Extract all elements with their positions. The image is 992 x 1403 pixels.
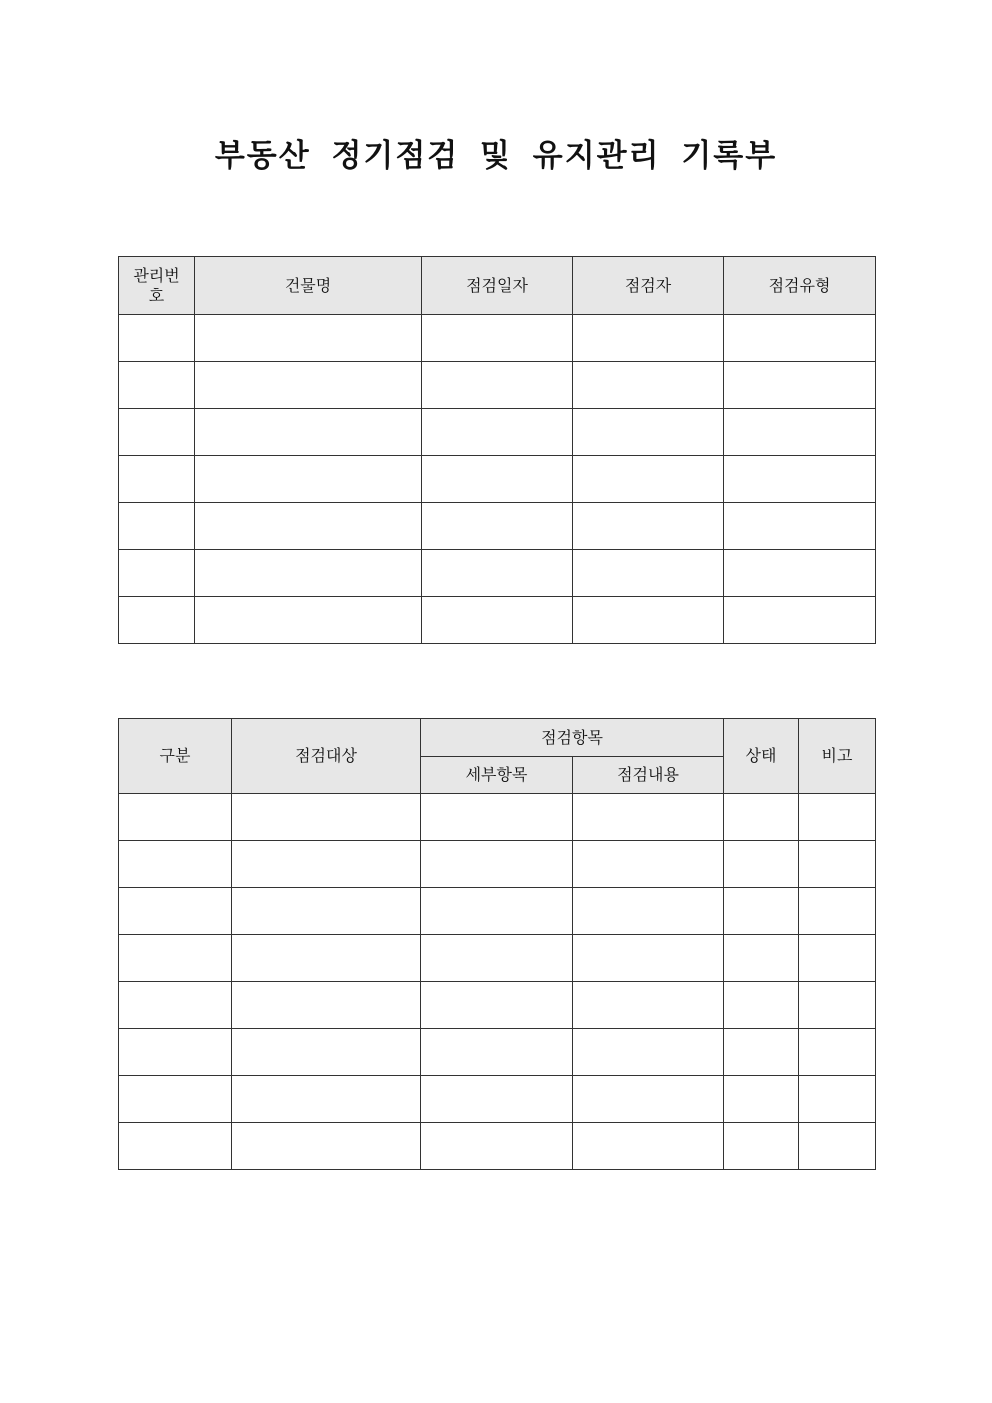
check-cell[interactable]	[119, 1076, 232, 1123]
table-header-row	[119, 257, 876, 315]
table-row	[119, 503, 876, 550]
check-cell[interactable]	[573, 1029, 724, 1076]
table-row	[119, 456, 876, 503]
info-cell[interactable]	[724, 362, 876, 409]
info-cell[interactable]	[422, 315, 573, 362]
header-target: 점검대상	[232, 719, 421, 794]
check-cell[interactable]	[232, 1123, 421, 1170]
check-cell[interactable]	[724, 1029, 799, 1076]
check-cell[interactable]	[573, 1123, 724, 1170]
check-cell[interactable]	[799, 1123, 876, 1170]
info-cell[interactable]	[195, 315, 422, 362]
check-cell[interactable]	[421, 888, 573, 935]
header-inspection-content: 점검내용	[573, 757, 724, 794]
header-detail-item: 세부항목	[421, 757, 573, 794]
info-cell[interactable]	[195, 362, 422, 409]
header-inspector: 점검자	[573, 257, 724, 315]
inspection-items-table	[118, 718, 876, 1170]
check-cell[interactable]	[573, 1076, 724, 1123]
table-row	[119, 841, 876, 888]
check-cell[interactable]	[119, 935, 232, 982]
check-cell[interactable]	[573, 841, 724, 888]
info-cell[interactable]	[119, 362, 195, 409]
info-cell[interactable]	[422, 550, 573, 597]
check-cell[interactable]	[421, 1029, 573, 1076]
table-row	[119, 794, 876, 841]
info-cell[interactable]	[724, 456, 876, 503]
check-cell[interactable]	[724, 982, 799, 1029]
check-cell[interactable]	[232, 1076, 421, 1123]
info-cell[interactable]	[573, 597, 724, 644]
check-cell[interactable]	[421, 841, 573, 888]
header-remarks: 비고	[799, 719, 876, 794]
header-inspection-items: 점검항목	[421, 719, 724, 757]
info-cell[interactable]	[573, 503, 724, 550]
inspection-info-table	[118, 256, 876, 644]
info-cell[interactable]	[422, 409, 573, 456]
info-cell[interactable]	[573, 456, 724, 503]
check-cell[interactable]	[799, 982, 876, 1029]
info-cell[interactable]	[422, 503, 573, 550]
info-cell[interactable]	[573, 550, 724, 597]
info-cell[interactable]	[724, 597, 876, 644]
table-row	[119, 597, 876, 644]
check-cell[interactable]	[799, 935, 876, 982]
table-row	[119, 550, 876, 597]
check-cell[interactable]	[573, 982, 724, 1029]
check-cell[interactable]	[421, 1123, 573, 1170]
header-status: 상태	[724, 719, 799, 794]
check-cell[interactable]	[724, 888, 799, 935]
table-row	[119, 982, 876, 1029]
info-cell[interactable]	[573, 362, 724, 409]
check-cell[interactable]	[232, 841, 421, 888]
info-cell[interactable]	[119, 503, 195, 550]
info-cell[interactable]	[119, 409, 195, 456]
check-cell[interactable]	[232, 794, 421, 841]
check-cell[interactable]	[724, 794, 799, 841]
header-building-name: 건물명	[195, 257, 422, 315]
check-cell[interactable]	[232, 1029, 421, 1076]
inspection-items-body	[119, 794, 876, 1170]
table-row	[119, 1029, 876, 1076]
check-cell[interactable]	[232, 935, 421, 982]
info-cell[interactable]	[119, 315, 195, 362]
info-cell[interactable]	[195, 597, 422, 644]
check-cell[interactable]	[724, 841, 799, 888]
inspection-info-body	[119, 315, 876, 644]
info-cell[interactable]	[195, 409, 422, 456]
info-cell[interactable]	[422, 456, 573, 503]
info-cell[interactable]	[119, 456, 195, 503]
info-cell[interactable]	[119, 597, 195, 644]
check-cell[interactable]	[799, 1029, 876, 1076]
table-row	[119, 888, 876, 935]
info-cell[interactable]	[119, 550, 195, 597]
check-cell[interactable]	[799, 888, 876, 935]
header-inspection-date: 점검일자	[422, 257, 573, 315]
info-cell[interactable]	[724, 315, 876, 362]
header-inspection-type: 점검유형	[724, 257, 876, 315]
header-category: 구분	[119, 719, 232, 794]
header-management-number-label: 관리번 호	[133, 265, 180, 305]
info-cell[interactable]	[724, 503, 876, 550]
check-cell[interactable]	[724, 1076, 799, 1123]
check-cell[interactable]	[799, 794, 876, 841]
check-cell[interactable]	[573, 888, 724, 935]
check-cell[interactable]	[119, 841, 232, 888]
check-cell[interactable]	[724, 1123, 799, 1170]
info-cell[interactable]	[422, 362, 573, 409]
check-cell[interactable]	[119, 1123, 232, 1170]
table-row	[119, 1076, 876, 1123]
check-cell[interactable]	[232, 982, 421, 1029]
table-row	[119, 935, 876, 982]
table-row	[119, 315, 876, 362]
header-management-number	[119, 257, 195, 315]
check-cell[interactable]	[573, 935, 724, 982]
info-cell[interactable]	[422, 597, 573, 644]
check-cell[interactable]	[724, 935, 799, 982]
check-cell[interactable]	[119, 794, 232, 841]
check-cell[interactable]	[119, 888, 232, 935]
check-cell[interactable]	[421, 1076, 573, 1123]
table-row	[119, 1123, 876, 1170]
check-cell[interactable]	[119, 1029, 232, 1076]
check-cell[interactable]	[573, 794, 724, 841]
info-cell[interactable]	[573, 409, 724, 456]
check-cell[interactable]	[421, 935, 573, 982]
check-cell[interactable]	[119, 982, 232, 1029]
info-cell[interactable]	[724, 409, 876, 456]
check-cell[interactable]	[232, 888, 421, 935]
table-row	[119, 409, 876, 456]
info-cell[interactable]	[195, 550, 422, 597]
page-title: 부동산 정기점검 및 유지관리 기록부	[214, 138, 778, 174]
info-cell[interactable]	[195, 503, 422, 550]
check-cell[interactable]	[421, 982, 573, 1029]
table-header-row	[119, 719, 876, 757]
info-cell[interactable]	[724, 550, 876, 597]
check-cell[interactable]	[421, 794, 573, 841]
table-row	[119, 362, 876, 409]
info-cell[interactable]	[195, 456, 422, 503]
info-cell[interactable]	[573, 315, 724, 362]
check-cell[interactable]	[799, 1076, 876, 1123]
check-cell[interactable]	[799, 841, 876, 888]
